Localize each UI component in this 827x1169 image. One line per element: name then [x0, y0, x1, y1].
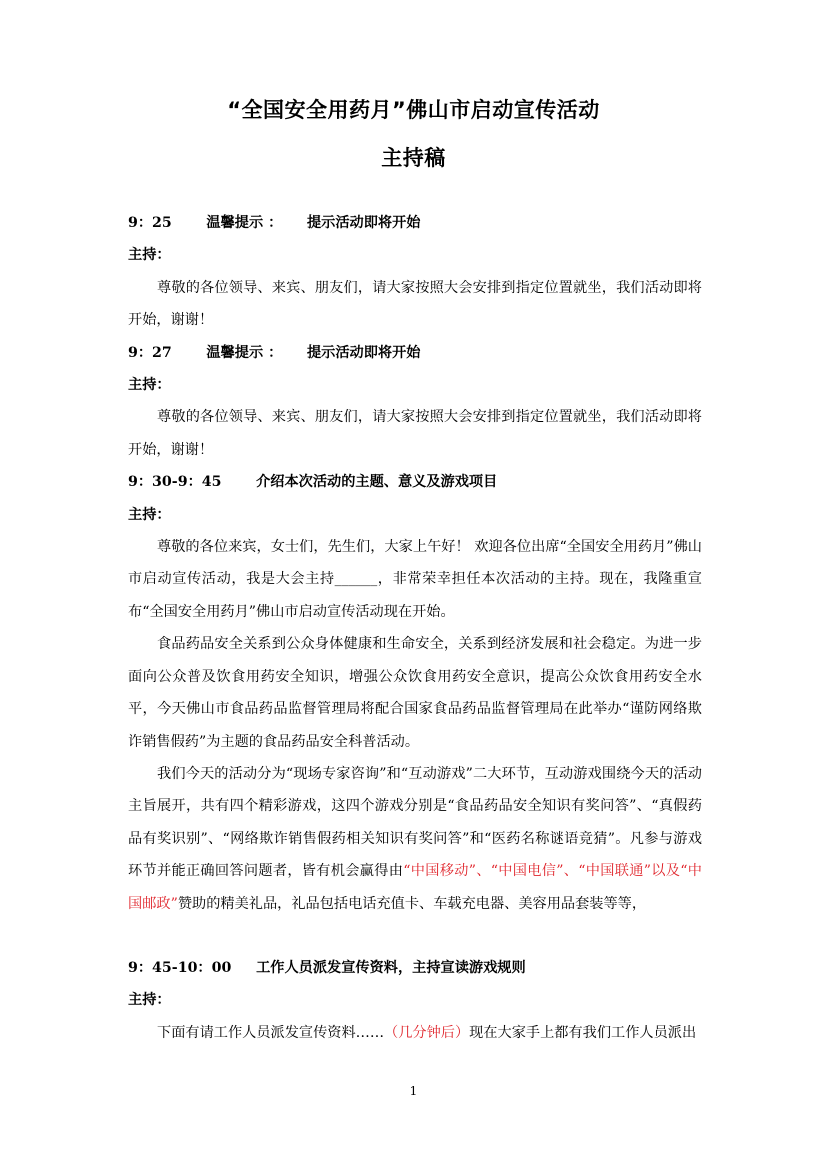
section-time: 9：30-9：45: [128, 474, 222, 491]
host-label: 主持：: [128, 377, 171, 394]
section-time: 9：45-10：00: [128, 959, 232, 976]
document-subtitle: 主持稿: [381, 146, 446, 170]
paragraph: 食品药品安全关系到公众身体健康和生命安全，关系到经济发展和社会稳定。为进一步面向公众普及饮食用药安全知识，增强公众饮食用药安全意识，提高公众饮食用药安全水平，今天佛山市食品药品监督管理局将配合国家食品药品监督管理局在此举办“谨防网络欺诈销售假药”为主题的食品药品安全科普活动。: [128, 636, 702, 750]
section-topic: 介绍本次活动的主题、意义及游戏项目: [256, 474, 498, 491]
paragraph-text: 赞助的精美礼品，礼品包括电话充值卡、车载充电器、美容用品套装等等，: [177, 895, 647, 912]
section-heading: [128, 207, 702, 239]
paragraph-text: 我们今天的活动分为“现场专家咨询”和“互动游戏”二大环节，互动游戏围绕今天的活动主旨展开，共有四个精彩游戏，这四个游戏分别是“食品药品安全知识有奖问答”、“真假药品有奖识别”、“网络欺诈销售假药相关知识有奖问答”和“医药名称谜语竞猜”。凡参与游戏环节并能正确回答问题者，皆有机会赢得由: [128, 765, 702, 880]
section-topic: 提示活动即将开始: [306, 215, 421, 231]
page-number: 1: [409, 1084, 418, 1098]
host-label: 主持：: [128, 992, 171, 1009]
section-time: 9：27: [128, 344, 172, 361]
paragraph: [128, 758, 702, 920]
paragraph: 尊敬的各位领导、来宾、朋友们，请大家按照大会安排到指定位置就坐，我们活动即将开始，谢谢！: [128, 279, 702, 329]
section-topic: 工作人员派发宣传资料，主持宣读游戏规则: [256, 959, 526, 976]
spacer: [128, 920, 702, 952]
section-topic: 提示活动即将开始: [306, 344, 421, 361]
paragraph-text: 下面有请工作人员派发宣传资料……: [157, 1024, 385, 1041]
host-label: 主持：: [128, 506, 171, 523]
paragraph-text: 现在大家手上都有我们工作人员派出: [469, 1024, 697, 1041]
host-label: 主持：: [128, 247, 171, 264]
document-body: [128, 207, 702, 1049]
section-heading: [128, 952, 702, 984]
sponsor-highlight: “中国移动”、“中国电信”、“中国联通”以及“中国邮政”: [128, 863, 702, 912]
document-title: “全国安全用药月”佛山市启动宣传活动: [227, 98, 600, 122]
section-time: 9：25: [128, 215, 172, 231]
section-label: 温馨提示 ：: [206, 344, 283, 361]
paragraph: [128, 1017, 702, 1049]
stage-note: （几分钟后）: [384, 1024, 470, 1041]
paragraph: 尊敬的各位领导、来宾、朋友们，请大家按照大会安排到指定位置就坐，我们活动即将开始，谢谢！: [128, 409, 702, 458]
paragraph: 尊敬的各位来宾，女士们，先生们，大家上午好！ 欢迎各位出席“全国安全用药月”佛山市启动宣传活动，我是大会主持______，非常荣幸担任本次活动的主持。现在，我隆重宣布“全国安全用药月”佛山市启动宣传活动现在开始。: [128, 539, 702, 620]
section-heading: [128, 337, 702, 369]
section-heading: [128, 466, 702, 498]
section-label: 温馨提示 ：: [206, 215, 283, 231]
